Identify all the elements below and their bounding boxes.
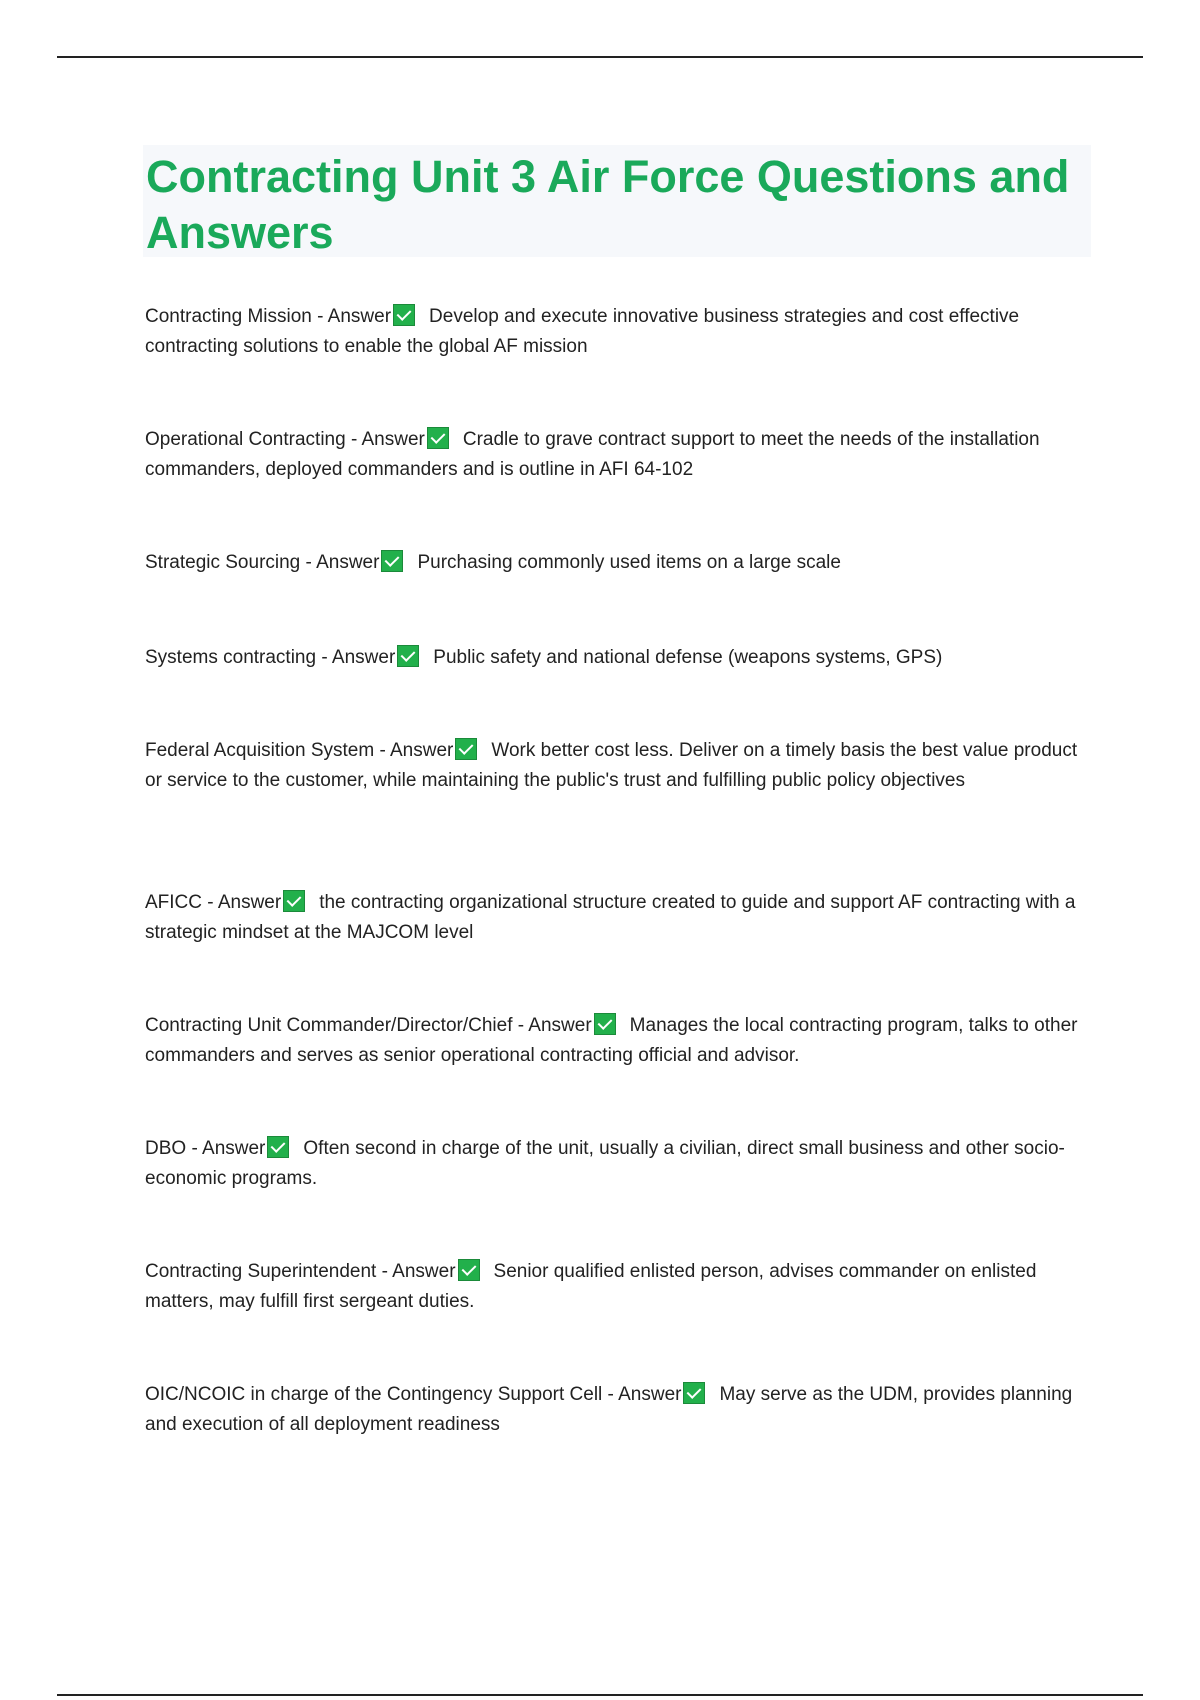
answer-label: - Answer <box>300 552 380 573</box>
title-banner <box>143 145 1091 257</box>
qa-item <box>145 1257 1090 1317</box>
footer-rule <box>57 1694 1143 1696</box>
check-mark-icon <box>397 645 419 667</box>
answer-label: - Answer <box>316 647 396 668</box>
question-text: Operational Contracting <box>145 429 346 450</box>
check-mark-icon <box>393 304 415 326</box>
question-text: DBO <box>145 1138 187 1159</box>
answer-label: - Answer <box>311 306 392 327</box>
qa-item <box>145 548 1090 578</box>
check-mark-icon <box>283 890 305 912</box>
answer-label: - Answer <box>512 1015 592 1036</box>
answer-text: the contracting organizational structure created to guide and support AF contracting with a strategic mindset at the MAJCOM level <box>145 892 1076 943</box>
question-text: Contracting Mission <box>145 306 312 327</box>
answer-label: - Answer <box>202 892 282 913</box>
answer-text: Often second in charge of the unit, usually a civilian, direct small business and other socio-economic programs. <box>145 1138 1065 1189</box>
answer-label: - Answer <box>186 1138 266 1159</box>
question-text: Contracting Superintendent <box>145 1261 377 1282</box>
qa-item <box>145 736 1090 796</box>
answer-text: Public safety and national defense (weapons systems, GPS) <box>433 647 943 668</box>
answer-text: Cradle to grave contract support to meet the needs of the installation commanders, deployed commanders and is outline in AFI 64-102 <box>145 429 1040 480</box>
check-mark-icon <box>427 427 449 449</box>
qa-item <box>145 302 1090 362</box>
check-mark-icon <box>455 738 477 760</box>
answer-label: - Answer <box>345 429 425 450</box>
check-mark-icon <box>594 1013 616 1035</box>
question-text: Strategic Sourcing <box>145 552 301 573</box>
qa-item <box>145 425 1090 485</box>
answer-text: Senior qualified enlisted person, advises commander on enlisted matters, may fulfill first sergeant duties. <box>145 1261 1037 1312</box>
check-mark-icon <box>683 1382 705 1404</box>
qa-item <box>145 1380 1090 1440</box>
answer-label: - Answer <box>602 1384 682 1405</box>
check-mark-icon <box>267 1136 289 1158</box>
page-title: Contracting Unit 3 Air Force Questions and Answers <box>146 151 1070 258</box>
answer-text: Manages the local contracting program, talks to other commanders and serves as senior operational contracting official and advisor. <box>145 1015 1078 1066</box>
question-text: Federal Acquisition System <box>145 740 375 761</box>
qa-item <box>145 888 1090 948</box>
question-text: Contracting Unit Commander/Director/Chief <box>145 1015 513 1036</box>
answer-text: May serve as the UDM, provides planning and execution of all deployment readiness <box>145 1384 1073 1435</box>
qa-item <box>145 1011 1090 1071</box>
check-mark-icon <box>458 1259 480 1281</box>
qa-item <box>145 643 1090 673</box>
question-text: AFICC <box>145 892 202 913</box>
answer-text: Work better cost less. Deliver on a timely basis the best value product or service to the customer, while maintaining the public's trust and fulfilling public policy objectives <box>145 740 1078 791</box>
question-text: Systems contracting <box>145 647 317 668</box>
qa-item <box>145 1134 1090 1194</box>
answer-label: - Answer <box>374 740 454 761</box>
answer-text: Develop and execute innovative business strategies and cost effective contracting solutions to enable the global AF mission <box>145 306 1020 357</box>
answer-text: Purchasing commonly used items on a large scale <box>417 552 841 573</box>
header-rule <box>57 56 1143 58</box>
answer-label: - Answer <box>376 1261 456 1282</box>
check-mark-icon <box>381 550 403 572</box>
question-text: OIC/NCOIC in charge of the Contingency Support Cell <box>145 1384 603 1405</box>
